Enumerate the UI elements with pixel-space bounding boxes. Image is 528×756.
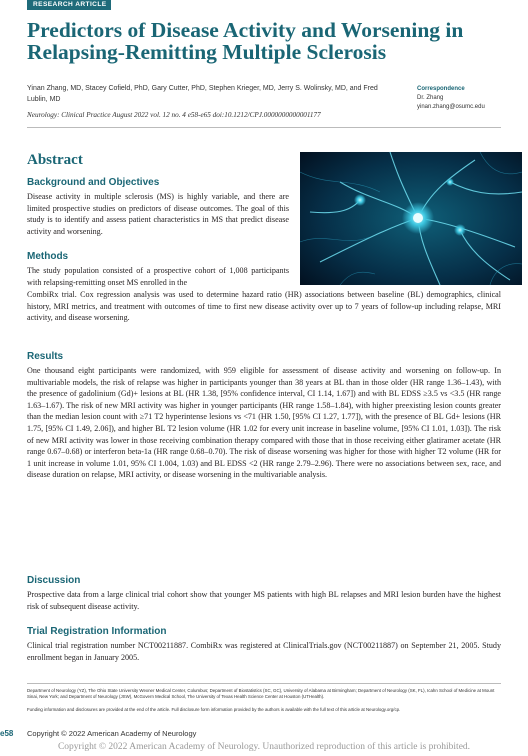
page-number: e58 [0, 729, 14, 738]
footer-divider [27, 683, 501, 684]
article-type-badge: RESEARCH ARTICLE [27, 0, 111, 10]
copyright: Copyright © 2022 American Academy of Neurology [27, 729, 197, 738]
discussion-text: Prospective data from a large clinical trial cohort show that younger MS patients with high BL relapses and MRI lesion burden have the highest risk of subsequent disease activity. [27, 590, 501, 611]
methods-text-wide: CombiRx trial. Cox regression analysis was used to determine hazard ratio (HR) associations between baseline (BL) demographics, clinical history, MRI metrics, and treatment with outcomes of time to first new disease activity over up to 7 years of follow-up including relapse, MRI activity, and disease worsening. [27, 290, 501, 323]
background-text: Disease activity in multiple sclerosis (MS) is highly variable, and there are limited prospective studies on predictors of disease outcomes. The goal of this study is to identify and assess patient characteristics in MS that predict disease activity and worsening. [27, 192, 289, 236]
trial-registration-heading: Trial Registration Information [27, 626, 167, 637]
citation: Neurology: Clinical Practice August 2022 vol. 12 no. 4 e58-e65 doi:10.1212/CPJ.0000000000001177 [27, 111, 321, 119]
methods-text-narrow: The study population consisted of a prospective cohort of 1,008 participants with relapsing-remitting onset MS enrolled in the [27, 266, 289, 287]
correspondence-name: Dr. Zhang [417, 95, 444, 101]
discussion-heading: Discussion [27, 575, 81, 586]
author-list: Yinan Zhang, MD, Stacey Cofield, PhD, Gary Cutter, PhD, Stephen Krieger, MD, Jerry S. Wolinsky, MD, and Fred Lublin, MD [27, 85, 378, 103]
background-heading: Background and Objectives [27, 177, 160, 188]
results-text: One thousand eight participants were randomized, with 959 eligible for assessment of disease activity and worsening on follow-up. In multivariable models, the risk of relapse was higher in participants younger than 38 years at BL than in those older (HR range 1.36–1.43), with the presence of gadolinium (Gd)+ lesions at BL (HR 1.38, [95% confidence interval, CI 1.14, 1.67]) and with BL EDSS ≥3.5 vs <3.5 (HR range 1.63–1.67). The risk of new MRI activity was higher in younger participants (HR range 1.58–1.84), with higher preexisting lesion counts greater than the median lesion count with ≥71 T2 hyperintense lesions vs <71 (HR 1.50, [95% CI 1.27, 1.77]), with the presence of BL Gd+ lesions (HR 1.75, [95% CI 1.49, 2.06]), and higher BL T2 lesion volume (HR 1.02 for every unit increase in baseline volume, [95% CI 1.01, 1.03]). The risk of new MRI activity was lower in those receiving combination therapy compared with those that in those receiving either glatiramer acetate (HR range 0.67–0.68) or interferon beta-1a (HR range 0.68–0.70). The risk of disease worsening was higher for those with higher T2 volume (HR for 1 unit increase in volume 1.01, 95% CI 1.004, 1.03) and BL EDSS <2 (HR range 2.79–2.96). There were no associations between sex, race, and disease duration on relapse, MRI activity, or disease worsening in the multivariable analysis. [27, 366, 501, 480]
watermark: Copyright © 2022 American Academy of Neurology. Unauthorized reproduction of this article is prohibited. [57, 742, 471, 752]
trial-registration-text: Clinical trial registration number NCT00211887. CombiRx was registered at ClinicalTrials.gov (NCT00211887) on September 21, 2005. Study enrollment began in January 2005. [27, 641, 501, 662]
article-title: Predictors of Disease Activity and Worsening in Relapsing-Remitting Multiple Sclerosis [27, 18, 464, 64]
correspondence-email[interactable]: yinan.zhang@osumc.edu [417, 104, 485, 110]
header-divider [27, 127, 501, 128]
neuron-illustration [300, 152, 522, 285]
methods-heading: Methods [27, 251, 69, 262]
results-heading: Results [27, 351, 64, 362]
correspondence-label: Correspondence [417, 86, 465, 92]
funding-note: Funding information and disclosures are provided at the end of the article. Full disclosure form information provided by the authors is available with the full text of this article at Neurology.org/cp. [27, 707, 401, 712]
abstract-heading: Abstract [27, 152, 83, 168]
affiliations: Department of Neurology (YZ), The Ohio State University Wexner Medical Center, Columbus; Department of Biostatistics (SC, GC), University of Alabama at Birmingham; Department of Neurology (SK, FL), Icahn School of Medicine at Mount Sinai, New York; and Department of Neurology (JSW), McGovern Medical School, The University of Texas Health Science Center at Houston (UTHealth). [27, 688, 495, 700]
correspondence-box [417, 85, 522, 112]
